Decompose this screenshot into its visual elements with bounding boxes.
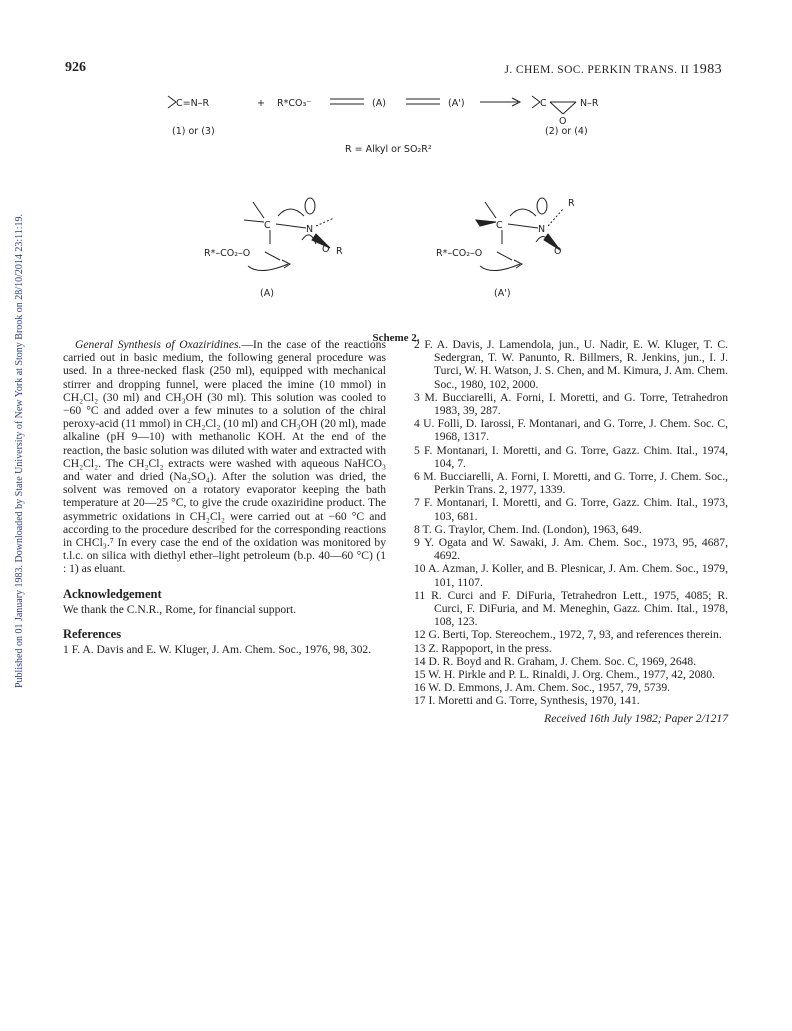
journal-year: 1983 (692, 62, 722, 77)
lone-pair-orbital (305, 198, 315, 214)
reference-item: 9 Y. Ogata and W. Sawaki, J. Am. Chem. Soc., 1973, 95, 4687, 4692. (414, 536, 728, 563)
product-nitrogen: N–R (580, 98, 599, 109)
ts-a-carbon: C (264, 220, 271, 231)
reference-item: 10 A. Azman, J. Koller, and B. Plesnicar, J. Am. Chem. Soc., 1979, 101, 1107. (414, 562, 728, 589)
reference-item: 5 F. Montanari, I. Moretti, and G. Torre, Gazz. Chim. Ital., 1974, 104, 7. (414, 443, 728, 470)
reference-item: 15 W. H. Pirkle and P. L. Rinaldi, J. Org. Chem., 1977, 42, 2080. (414, 668, 715, 682)
reference-item: 3 M. Bucciarelli, A. Forni, I. Moretti, and G. Torre, Tetrahedron 1983, 39, 287. (414, 390, 728, 418)
ts-a-label: (A) (260, 288, 274, 299)
ts-a-r: R (336, 246, 343, 257)
reaction-scheme (140, 84, 660, 324)
peracid-formula: R*CO₃⁻ (277, 98, 312, 109)
product-label: (2) or (4) (545, 126, 588, 137)
intermediate-a: (A) (372, 98, 386, 109)
download-watermark-text: Published on 01 January 1983. Downloaded by State University of New York at Stony Brook on 28/10/2014 23:11:19. (14, 213, 25, 688)
journal-title: J. CHEM. SOC. PERKIN TRANS. II (504, 64, 690, 76)
reference-item: 1 F. A. Davis and E. W. Kluger, J. Am. Chem. Soc., 1976, 98, 302. (63, 643, 372, 657)
page-number: 926 (65, 60, 86, 75)
reaction-scheme-drawing (140, 84, 660, 324)
reference-item: 7 F. Montanari, I. Moretti, and G. Torre, Gazz. Chim. Ital., 1973, 103, 681. (414, 496, 728, 523)
reference-item: 8 T. G. Traylor, Chem. Ind. (London), 1963, 649. (414, 522, 642, 536)
right-column (414, 338, 728, 708)
received-text: Received 16th July 1982; Paper 2/1217 (544, 712, 728, 725)
ts-a-prime-r: R (568, 198, 575, 209)
references-heading: References (63, 627, 122, 642)
ts-a-prime-nitrogen: N (538, 224, 546, 235)
synthesis-body: —In the case of the reactions carried out in basic medium, the following general procedure was used. In a three-necked flask (250 ml), equipped with mechanical stirrer and dropping funnel, were placed the imine (10 mmol) in CH₂Cl₂ (30 ml) and CH₃OH (30 ml). This solution was cooled to −60 °C and added over a few minutes to a solution of the chiral peroxy-acid (11 mmol) in CH₂Cl₂ (10 ml) and CH₃OH (20 ml), made alkaline (pH 9—10) with methanolic KOH. At the end of the reaction, the basic solution was diluted with water and extracted with CH₂Cl₂. The CH₂Cl₂ extracts were washed with aqueous NaHCO₃ and water and dried (Na₂SO₄). After the solution was dried, the solvent was removed on a rotatory evaporator keeping the bath temperature at 20—25 °C, to give the crude oxaziridine product. The asymmetric oxidations in CH₂Cl₂ were carried out at −60 °C and according to the procedure described for the corresponding reactions in CHCl₃.⁷ In every case the end of the oxidation was monitored by t.l.c. on silica with diethyl ether–light petroleum (b.p. 40—60 °C) (1 : 1) as eluant. (63, 338, 386, 576)
acknowledgement-body: We thank the C.N.R., Rome, for financial support. (63, 602, 297, 616)
curved-arrow (248, 264, 288, 271)
synthesis-heading: General Synthesis of Oxaziridines. (75, 338, 242, 351)
scheme-caption: Scheme 2. (372, 332, 420, 344)
reactant-label: (1) or (3) (172, 126, 215, 137)
left-column (63, 338, 386, 656)
reference-item: 16 W. D. Emmons, J. Am. Chem. Soc., 1957, 79, 5739. (414, 681, 671, 695)
synthesis-paragraph (63, 338, 386, 576)
ts-a-oxygen: O (322, 244, 330, 255)
bond-line (168, 96, 176, 102)
r-definition: R = Alkyl or SO₂R² (345, 144, 432, 155)
reference-item: 2 F. A. Davis, J. Lamendola, jun., U. Nadir, E. W. Kluger, T. C. Sedergran, T. W. Panunto, R. Billmers, R. Jenkins, jun., I. J. Turci, W. H. Watson, J. S. Chen, and M. Kimura, J. Am. Chem. Soc., 1980, 102, 2000. (414, 338, 728, 391)
reference-item: 17 I. Moretti and G. Torre, Synthesis, 1970, 141. (414, 694, 640, 708)
reference-item: 6 M. Bucciarelli, A. Forni, I. Moretti, and G. Torre, J. Chem. Soc., Perkin Trans. 2, 1977, 1339. (414, 470, 728, 497)
ts-a-nitrogen: N (306, 224, 314, 235)
intermediate-a-prime: (A') (448, 98, 465, 109)
reference-item: 13 Z. Rappoport, in the press. (414, 641, 552, 655)
ts-a-peracid: R*–CO₂–O (204, 248, 251, 259)
ts-a-prime-label: (A') (494, 288, 511, 299)
ts-a-prime-peracid: R*–CO₂–O (436, 248, 483, 259)
ts-a-prime-oxygen: O (554, 246, 562, 257)
reference-item: 12 G. Berti, Top. Stereochem., 1972, 7, 93, and references therein. (414, 628, 722, 642)
product-carbon: C (540, 98, 547, 109)
bond-line (168, 102, 176, 108)
ts-a-prime-carbon: C (496, 220, 503, 231)
reference-item: 14 D. R. Boyd and R. Graham, J. Chem. Soc. C, 1969, 2648. (414, 654, 697, 668)
journal-header (504, 62, 722, 78)
reference-item: 11 R. Curci and F. DiFuria, Tetrahedron Lett., 1975, 4085; R. Curci, F. DiFuria, and M. Meneghin, Gazz. Chim. Ital., 1978, 108, 123. (414, 588, 728, 629)
product-oxygen: O (559, 116, 567, 127)
imine-formula: C=N–R (176, 98, 210, 109)
plus-sign: + (257, 98, 265, 109)
download-watermark (2, 118, 25, 688)
reference-item: 4 U. Folli, D. Iarossi, F. Montanari, and G. Torre, J. Chem. Soc. C, 1968, 1317. (414, 417, 728, 444)
received-date (544, 712, 728, 725)
acknowledgement-heading: Acknowledgement (63, 586, 162, 601)
